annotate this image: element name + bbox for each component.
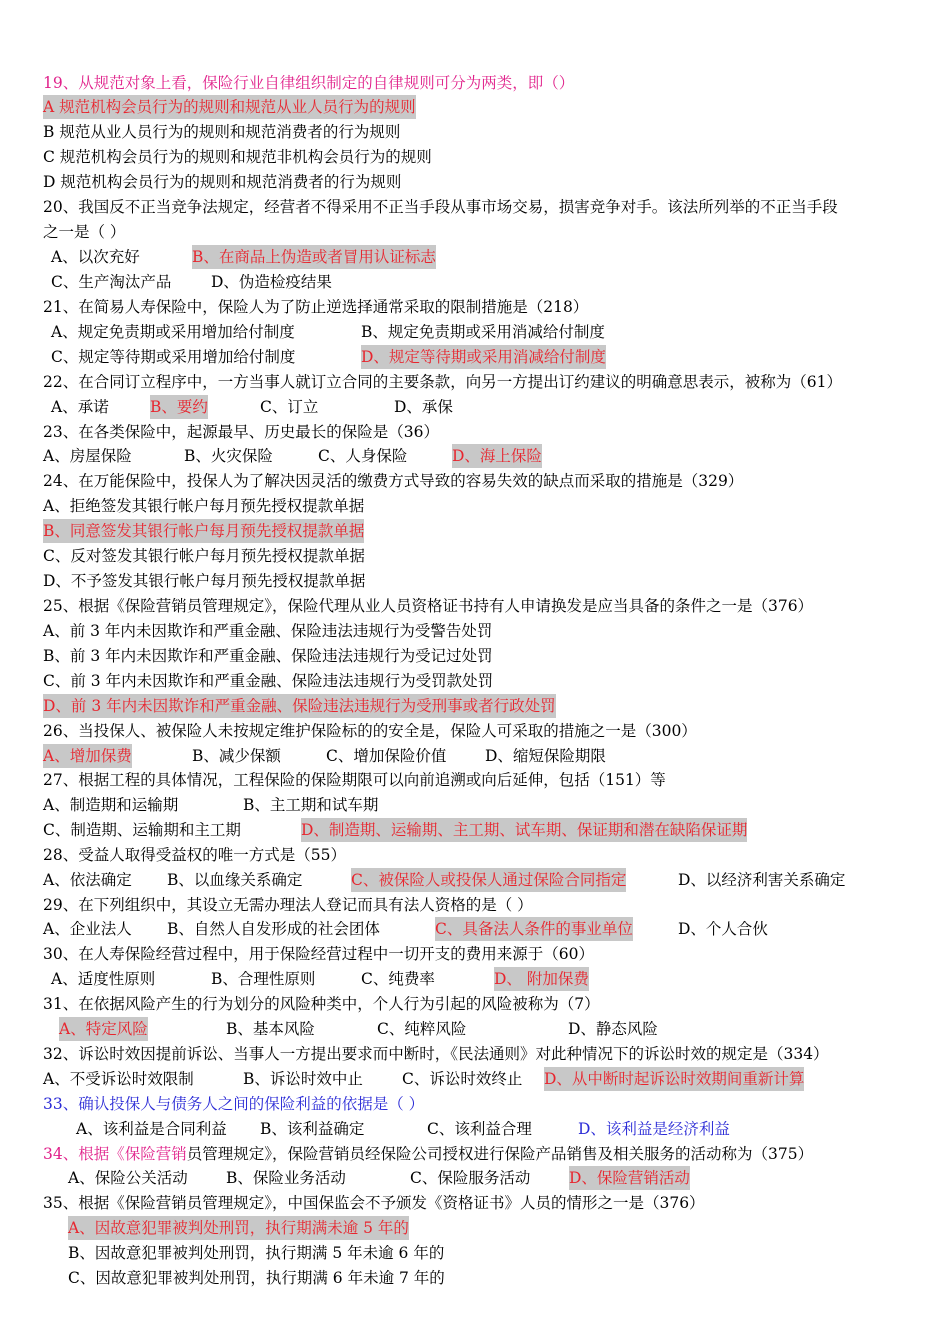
q31-option-b: B、基本风险: [226, 1020, 315, 1038]
q34-stem-prefix: 34、根据《保险营销: [43, 1145, 187, 1163]
q21-option-d: D、规定等待期或采用消减给付制度: [361, 345, 606, 369]
q32-option-d: D、从中断时起诉讼时效期间重新计算: [544, 1067, 804, 1091]
q22-option-a: A、承诺: [51, 398, 109, 416]
q23-option-d: D、海上保险: [452, 444, 542, 468]
q24-stem: 24、在万能保险中，投保人为了解决因灵活的缴费方式导致的容易失效的缺点而采取的措施是（329）: [43, 472, 744, 490]
q29-stem: 29、在下列组织中，其设立无需办理法人登记而具有法人资格的是（ ）: [43, 896, 533, 914]
answer-highlight: A 规范机构会员行为的规则和规范从业人员行为的规则: [43, 95, 416, 119]
q23-option-c: C、人身保险: [318, 447, 408, 465]
q22-option-d: D、承保: [394, 398, 453, 416]
q30-option-a: A、适度性原则: [51, 970, 156, 988]
q34-options: [43, 1166, 923, 1190]
q21-option-a: A、规定免责期或采用增加给付制度: [51, 323, 295, 341]
q25-stem: 25、根据《保险营销员管理规定》，保险代理从业人员资格证书持有人申请换发是应当具备的条件之一是（376）: [43, 597, 814, 615]
q26-stem: 26、当投保人、被保险人未按规定维护保险标的的安全是，保险人可采取的措施之一是（300）: [43, 722, 697, 740]
q34-option-c: C、保险服务活动: [410, 1169, 531, 1187]
q25-option-a: A、前 3 年内未因欺诈和严重金融、保险违法违规行为受警告处罚: [43, 622, 493, 640]
q30-option-d: D、 附加保费: [494, 967, 589, 991]
q20-stem-cont: 之一是（ ）: [43, 223, 126, 241]
q19-stem: 19、从规范对象上看，保险行业自律组织制定的自律规则可分为两类，即（）: [43, 74, 575, 92]
q31-stem: 31、在依据风险产生的行为划分的风险种类中，个人行为引起的风险被称为（7）: [43, 995, 600, 1013]
q30-option-b: B、合理性原则: [211, 970, 316, 988]
q26-option-d: D、缩短保险期限: [485, 747, 606, 765]
q35-option-b: B、因故意犯罪被判处刑罚，执行期满 5 年未逾 6 年的: [68, 1244, 445, 1262]
q32-stem: 32、诉讼时效因提前诉讼、当事人一方提出要求而中断时，《民法通则》对此种情况下的诉讼时效的规定是（334）: [43, 1045, 829, 1063]
q32-option-b: B、诉讼时效中止: [243, 1070, 363, 1088]
q28-options: [43, 868, 923, 892]
q24-option-d: D、不予签发其银行帐户每月预先授权提款单据: [43, 572, 366, 590]
q20-option-a: A、以次充好: [51, 248, 140, 266]
q29-option-b: B、自然人自发形成的社会团体: [167, 920, 380, 938]
q29-option-d: D、个人合伙: [678, 920, 768, 938]
q20-options-row1: [43, 245, 923, 269]
q31-option-d: D、静态风险: [568, 1020, 658, 1038]
q30-option-c: C、纯费率: [361, 970, 435, 988]
q31-options: [43, 1017, 923, 1041]
q33-option-b: B、该利益确定: [260, 1120, 365, 1138]
q34-stem: [43, 1142, 813, 1166]
q23-options: [43, 444, 923, 468]
q20-option-c: C、生产淘汰产品: [51, 273, 172, 291]
q30-options: [43, 967, 923, 991]
q22-options: [43, 395, 923, 419]
q27-option-d: D、制造期、运输期、主工期、试车期、保证期和潜在缺陷保证期: [301, 818, 747, 842]
q28-option-c: C、被保险人或投保人通过保险合同指定: [351, 868, 626, 892]
answer-highlight: D、前 3 年内未因欺诈和严重金融、保险违法违规行为受刑事或者行政处罚: [43, 694, 556, 718]
answer-highlight: A、因故意犯罪被判处刑罚，执行期满未逾 5 年的: [68, 1216, 409, 1240]
q32-option-c: C、诉讼时效终止: [402, 1070, 523, 1088]
q20-option-d: D、伪造检疫结果: [211, 273, 332, 291]
q33-options: [43, 1117, 923, 1141]
answer-highlight: B、同意签发其银行帐户每月预先授权提款单据: [43, 519, 364, 543]
q34-option-b: B、保险业务活动: [226, 1169, 346, 1187]
q32-options: [43, 1067, 923, 1091]
q33-option-a: A、该利益是合同利益: [76, 1120, 227, 1138]
q26-option-a: A、增加保费: [43, 744, 132, 768]
q32-option-a: A、不受诉讼时效限制: [43, 1070, 194, 1088]
q26-options: [43, 744, 923, 768]
q29-option-a: A、企业法人: [43, 920, 132, 938]
q24-option-c: C、反对签发其银行帐户每月预先授权提款单据: [43, 547, 365, 565]
q24-option-a: A、拒绝签发其银行帐户每月预先授权提款单据: [43, 497, 365, 515]
q31-option-a: A、特定风险: [59, 1017, 148, 1041]
q27-stem: 27、根据工程的具体情况，工程保险的保险期限可以向前追溯或向后延伸，包括（151）等: [43, 771, 666, 789]
q19-option-d: D 规范机构会员行为的规则和规范消费者的行为规则: [43, 173, 402, 191]
q27-options-row1: [43, 793, 923, 817]
q35-option-c: C、因故意犯罪被判处刑罚，执行期满 6 年未逾 7 年的: [68, 1269, 445, 1287]
q21-option-b: B、规定免责期或采用消减给付制度: [361, 323, 605, 341]
q19-option-b: B 规范从业人员行为的规则和规范消费者的行为规则: [43, 123, 401, 141]
q26-option-c: C、增加保险价值: [326, 747, 447, 765]
q30-stem: 30、在人寿保险经营过程中，用于保险经营过程中一切开支的费用来源于（60）: [43, 945, 594, 963]
q27-option-c: C、制造期、运输期和主工期: [43, 821, 241, 839]
q21-stem: 21、在简易人寿保险中，保险人为了防止逆选择通常采取的限制措施是（218）: [43, 298, 589, 316]
q21-option-c: C、规定等待期或采用增加给付制度: [51, 348, 296, 366]
q22-stem: 22、在合同订立程序中，一方当事人就订立合同的主要条款，向另一方提出订约建议的明确意思表示，被称为（61）: [43, 373, 842, 391]
q20-options-row2: [43, 270, 923, 294]
q34-stem-rest: 员管理规定》，保险营销员经保险公司授权进行保险产品销售及相关服务的活动称为（375）: [186, 1145, 814, 1163]
q28-option-b: B、以血缘关系确定: [167, 871, 303, 889]
q29-option-c: C、具备法人条件的事业单位: [435, 917, 633, 941]
q28-stem: 28、受益人取得受益权的唯一方式是（55）: [43, 846, 346, 864]
q21-options-row2: [43, 345, 923, 369]
q33-option-d: D、该利益是经济利益: [578, 1120, 730, 1138]
q27-option-a: A、制造期和运输期: [43, 796, 179, 814]
q25-option-c: C、前 3 年内未因欺诈和严重金融、保险违法违规行为受罚款处罚: [43, 672, 494, 690]
q28-option-d: D、以经济利害关系确定: [678, 871, 846, 889]
q23-option-b: B、火灾保险: [184, 447, 273, 465]
q25-option-b: B、前 3 年内未因欺诈和严重金融、保险违法违规行为受记过处罚: [43, 647, 493, 665]
q27-options-row2: [43, 818, 923, 842]
q34-option-a: A、保险公关活动: [68, 1169, 188, 1187]
q19-option-c: C 规范机构会员行为的规则和规范非机构会员行为的规则: [43, 148, 432, 166]
q33-stem: 33、确认投保人与债务人之间的保险利益的依据是（ ）: [43, 1095, 425, 1113]
q20-option-b: B、在商品上伪造或者冒用认证标志: [192, 245, 436, 269]
q28-option-a: A、依法确定: [43, 871, 132, 889]
q31-option-c: C、纯粹风险: [377, 1020, 467, 1038]
q23-stem: 23、在各类保险中，起源最早、历史最长的保险是（36）: [43, 423, 439, 441]
q26-option-b: B、减少保额: [192, 747, 281, 765]
q29-options: [43, 917, 923, 941]
q35-stem: 35、根据《保险营销员管理规定》，中国保监会不予颁发《资格证书》人员的情形之一是（376）: [43, 1194, 705, 1212]
q22-option-b: B、要约: [150, 395, 208, 419]
q27-option-b: B、主工期和试车期: [243, 796, 379, 814]
q22-option-c: C、订立: [260, 398, 319, 416]
q20-stem: 20、我国反不正当竞争法规定，经营者不得采用不正当手段从事市场交易，损害竞争对手。该法所列举的不正当手段: [43, 198, 838, 216]
q21-options-row1: [43, 320, 923, 344]
q23-option-a: A、房屋保险: [43, 447, 132, 465]
q33-option-c: C、该利益合理: [427, 1120, 532, 1138]
q34-option-d: D、保险营销活动: [569, 1166, 690, 1190]
